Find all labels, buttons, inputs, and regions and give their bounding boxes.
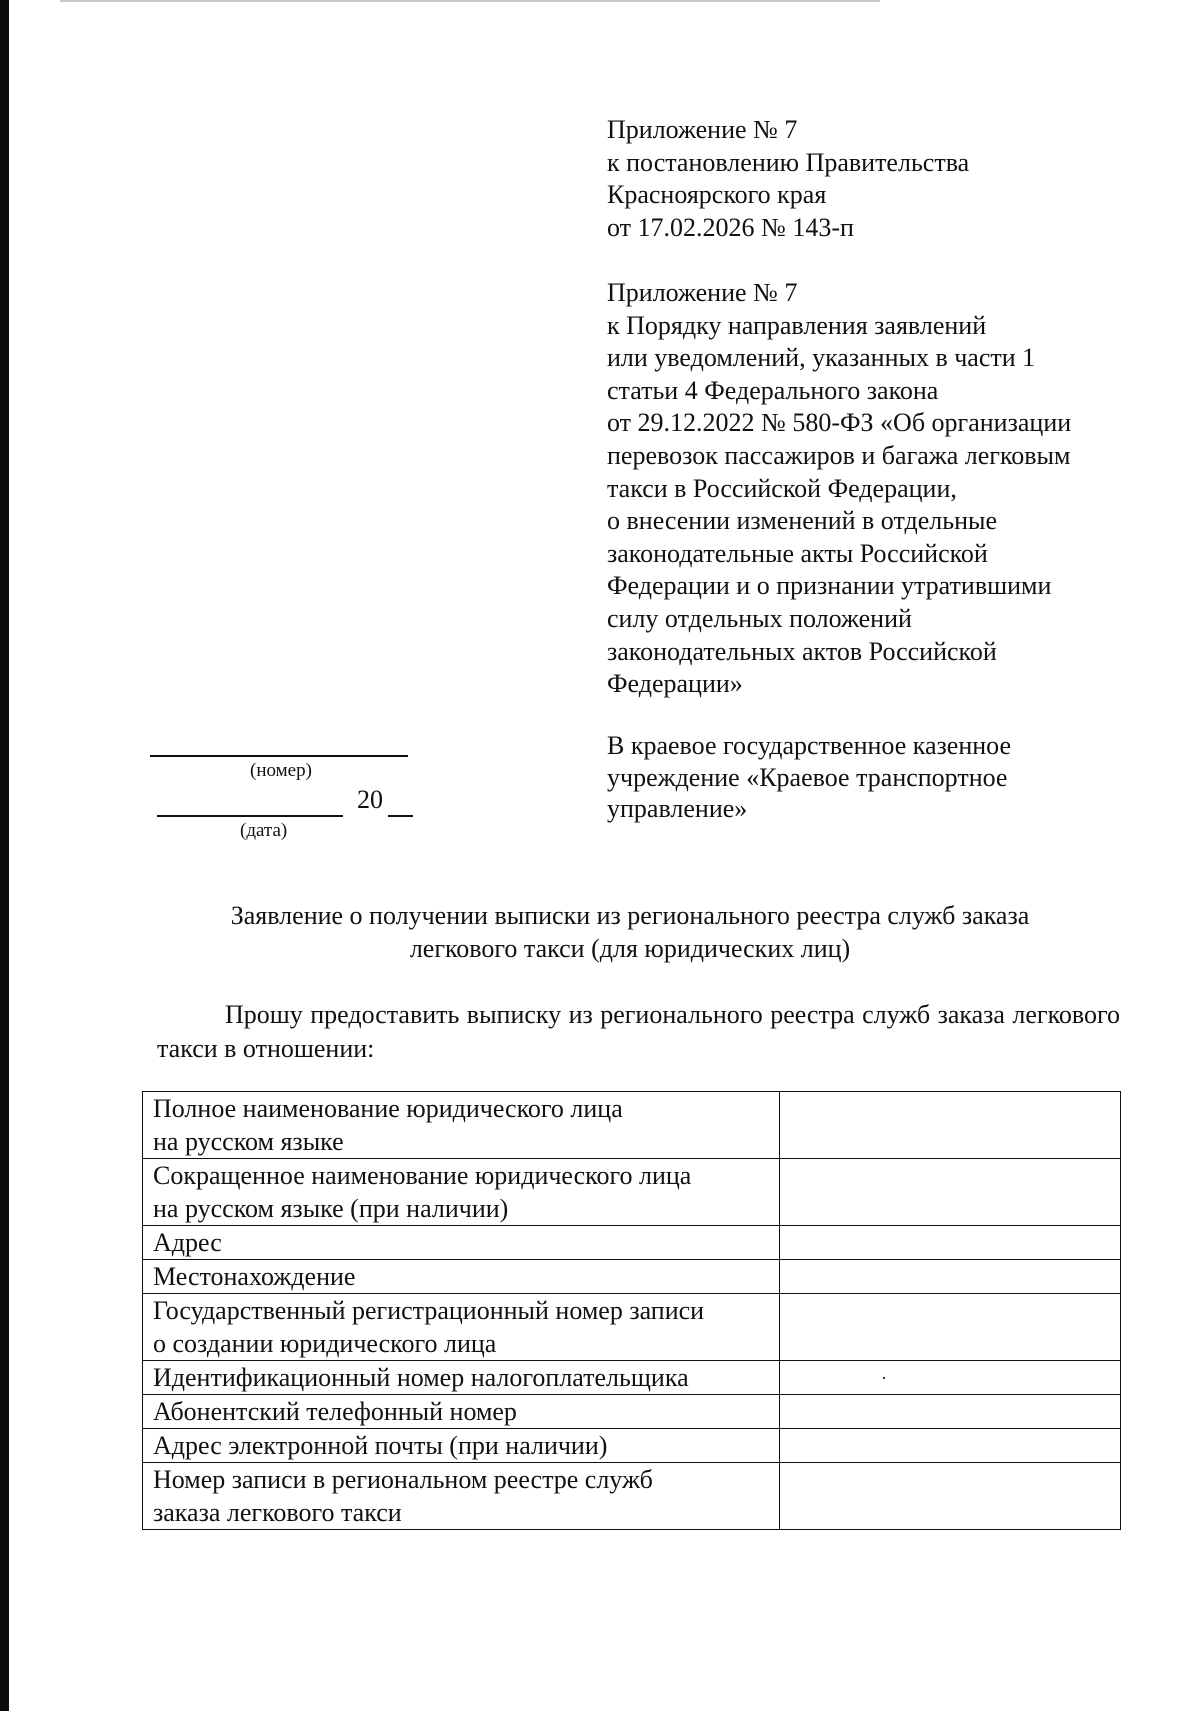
field-label-cell xyxy=(143,1159,780,1226)
field-value-cell[interactable] xyxy=(780,1159,1121,1226)
field-label-line: Абонентский телефонный номер xyxy=(153,1397,517,1426)
field-value-cell[interactable] xyxy=(780,1463,1121,1530)
table-row xyxy=(143,1159,1121,1226)
field-label-line: Адрес xyxy=(153,1228,222,1257)
annex-line: Федерации» xyxy=(607,669,743,699)
field-value-cell[interactable] xyxy=(780,1429,1121,1463)
annex-procedure-block xyxy=(607,277,1147,701)
annex-line: Приложение № 7 xyxy=(607,115,798,144)
annex-line: Федерации и о признании утратившими xyxy=(607,571,1052,601)
table-row xyxy=(143,1092,1121,1159)
table-row xyxy=(143,1361,1121,1395)
annex-line: или уведомлений, указанных в части 1 xyxy=(607,343,1036,373)
field-value-cell[interactable] xyxy=(780,1260,1121,1294)
annex-line: о внесении изменений в отдельные xyxy=(607,506,997,536)
field-label-cell xyxy=(143,1429,780,1463)
table-body xyxy=(143,1092,1121,1530)
document-title xyxy=(140,900,1120,965)
table-row xyxy=(143,1395,1121,1429)
title-line: Заявление о получении выписки из регионального реестра служб заказа xyxy=(230,901,1030,930)
annex-line: к постановлению Правительства xyxy=(607,147,970,177)
table-row xyxy=(143,1226,1121,1260)
field-label-line: Местонахождение xyxy=(153,1262,356,1291)
field-label-line: Адрес электронной почты (при наличии) xyxy=(153,1431,608,1460)
field-value-cell[interactable] xyxy=(780,1294,1121,1361)
request-paragraph xyxy=(157,998,1120,1066)
annex-line: статьи 4 Федерального закона xyxy=(607,375,939,405)
scan-dark-edge xyxy=(0,0,9,1711)
table-row xyxy=(143,1294,1121,1361)
annex-line: от 17.02.2026 № 143-п xyxy=(607,212,854,242)
field-label-cell xyxy=(143,1226,780,1260)
field-label-cell xyxy=(143,1361,780,1395)
field-label-cell xyxy=(143,1092,780,1159)
annex-line: Приложение № 7 xyxy=(607,278,798,307)
annex-line: законодательные акты Российской xyxy=(607,538,988,568)
scan-speck xyxy=(883,1377,885,1379)
annex-line: законодательных актов Российской xyxy=(607,636,997,666)
annex-line: такси в Российской Федерации, xyxy=(607,473,957,503)
field-label-cell xyxy=(143,1294,780,1361)
field-label-cell xyxy=(143,1463,780,1530)
scan-top-edge xyxy=(60,0,880,2)
title-line: легкового такси (для юридических лиц) xyxy=(409,933,851,963)
annex-line: от 29.12.2022 № 580-ФЗ «Об организации xyxy=(607,408,1072,438)
field-value-cell[interactable] xyxy=(780,1092,1121,1159)
annex-government-block xyxy=(607,114,1147,244)
field-label-line: о создании юридического лица xyxy=(153,1329,497,1358)
annex-line: перевозок пассажиров и багажа легковым xyxy=(607,440,1071,470)
addressee-block xyxy=(607,730,1147,825)
field-label-line: Государственный регистрационный номер записи xyxy=(153,1296,705,1325)
field-label-line: на русском языке xyxy=(153,1127,344,1156)
number-caption: (номер) xyxy=(250,760,312,781)
field-value-cell[interactable] xyxy=(780,1226,1121,1260)
request-text: Прошу предоставить выписку из регионального реестра служб заказа легкового такси в отношении: xyxy=(157,1000,1120,1063)
field-value-cell[interactable] xyxy=(780,1361,1121,1395)
addressee-line: учреждение «Краевое транспортное xyxy=(607,762,1008,792)
annex-line: силу отдельных положений xyxy=(607,603,912,633)
table-row xyxy=(143,1260,1121,1294)
table-row xyxy=(143,1429,1121,1463)
date-blank-line xyxy=(157,815,343,817)
field-value-cell[interactable] xyxy=(780,1395,1121,1429)
number-blank-line xyxy=(150,755,408,757)
applicant-details-table xyxy=(142,1091,1121,1530)
year-prefix: 20 xyxy=(357,785,383,814)
addressee-line: В краевое государственное казенное xyxy=(607,731,1012,760)
year-blank-line xyxy=(388,815,413,817)
field-label-cell xyxy=(143,1260,780,1294)
field-label-cell xyxy=(143,1395,780,1429)
field-label-line: Полное наименование юридического лица xyxy=(153,1094,623,1123)
addressee-line: управление» xyxy=(607,794,748,823)
field-label-line: Идентификационный номер налогоплательщика xyxy=(153,1363,689,1392)
annex-line: к Порядку направления заявлений xyxy=(607,310,987,340)
field-label-line: на русском языке (при наличии) xyxy=(153,1194,509,1223)
field-label-line: Сокращенное наименование юридического лица xyxy=(153,1161,692,1190)
field-label-line: заказа легкового такси xyxy=(153,1498,402,1527)
field-label-line: Номер записи в региональном реестре служб xyxy=(153,1465,653,1494)
date-caption: (дата) xyxy=(240,820,288,841)
annex-line: Красноярского края xyxy=(607,180,827,210)
table-row xyxy=(143,1463,1121,1530)
